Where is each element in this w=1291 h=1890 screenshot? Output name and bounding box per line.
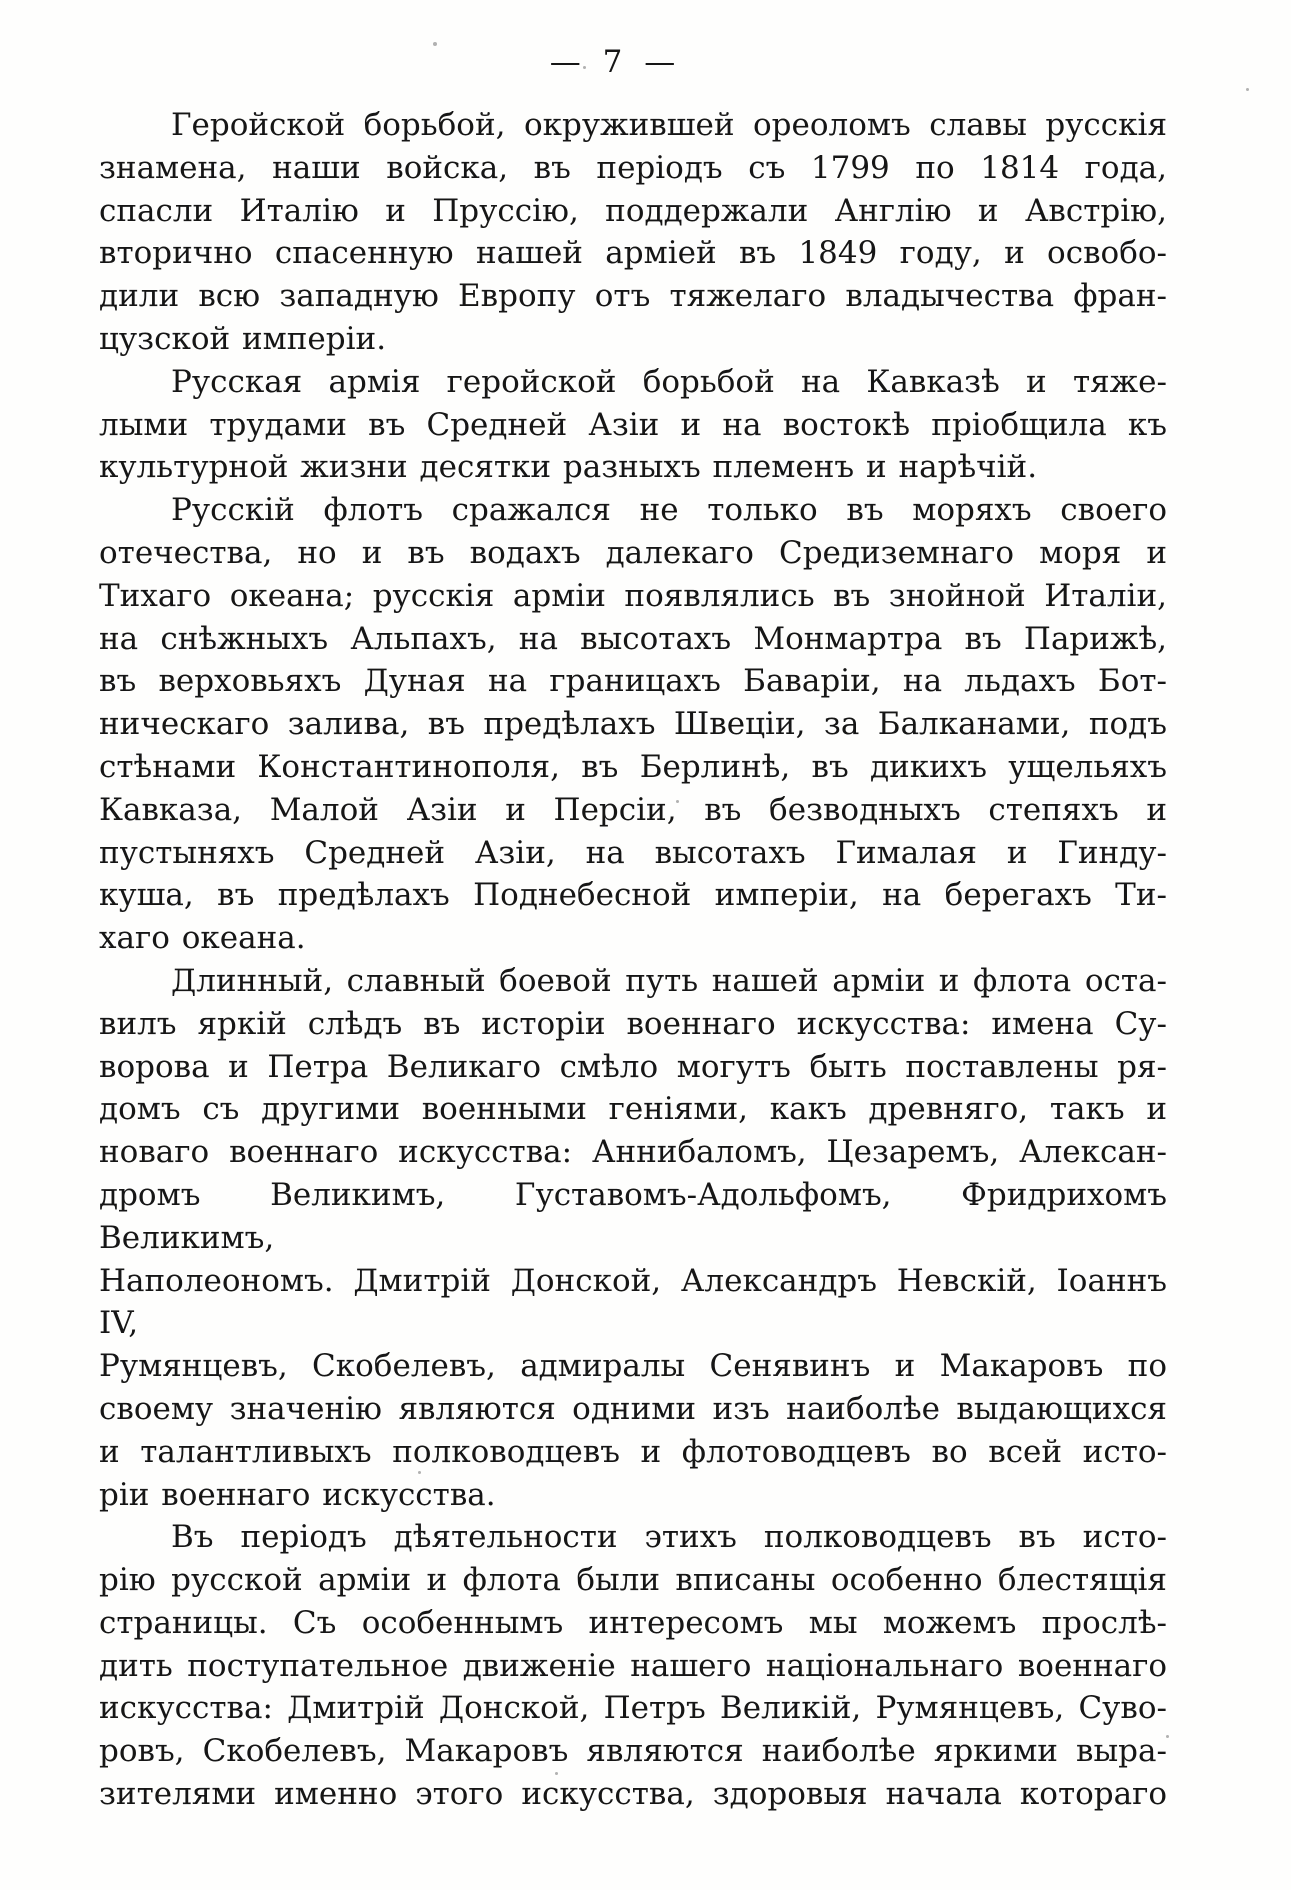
- text-line: страницы. Съ особеннымъ интересомъ мы можемъ прослѣ-: [99, 1604, 1167, 1641]
- text-line: и талантливыхъ полководцевъ и флотоводцевъ во всей исто-: [99, 1433, 1167, 1470]
- text-line: Тихаго океана; русскія арміи появлялись въ знойной Италіи,: [99, 577, 1167, 614]
- text-line: спасли Италію и Пруссію, поддержали Англію и Австрію,: [99, 192, 1167, 229]
- text-line: вилъ яркій слѣдъ въ исторіи военнаго искусства: имена Су-: [99, 1005, 1167, 1042]
- text-line: Въ періодъ дѣятельности этихъ полководцевъ въ исто-: [171, 1519, 1167, 1556]
- text-line: знамена, наши войска, въ періодъ съ 1799 по 1814 года,: [99, 149, 1167, 186]
- text-line: стѣнами Константинополя, въ Берлинѣ, въ дикихъ ущельяхъ: [99, 748, 1167, 785]
- text-line: въ верховьяхъ Дуная на границахъ Баваріи, на льдахъ Бот-: [99, 663, 1167, 700]
- paragraph-4: [99, 960, 1167, 1516]
- text-line: куша, въ предѣлахъ Поднебесной имперіи, на берегахъ Ти-: [99, 877, 1167, 914]
- text-line: Румянцевъ, Скобелевъ, адмиралы Сенявинъ и Макаровъ по: [99, 1348, 1167, 1385]
- scan-speckle: [1166, 1735, 1169, 1738]
- text-line: Русская армія геройской борьбой на Кавказѣ и тяже-: [171, 363, 1167, 400]
- text-line: домъ съ другими военными геніями, какъ древняго, такъ и: [99, 1091, 1167, 1128]
- text-line: дромъ Великимъ, Густавомъ-Адольфомъ, Фридрихомъ Великимъ,: [99, 1176, 1167, 1256]
- text-line: Кавказа, Малой Азіи и Персіи, въ безводныхъ степяхъ и: [99, 791, 1167, 828]
- text-line: ворова и Петра Великаго смѣло могутъ быть поставлены ря-: [99, 1048, 1167, 1085]
- scan-speckle: [676, 800, 679, 803]
- text-block: [99, 104, 1167, 1816]
- text-line: рію русской арміи и флота были вписаны особенно блестящія: [99, 1562, 1167, 1599]
- text-line: пустыняхъ Средней Азіи, на высотахъ Гималая и Гинду-: [99, 834, 1167, 871]
- paragraph-1: [99, 104, 1167, 361]
- scan-speckle: [1246, 88, 1249, 91]
- text-line: ріи военнаго искусства.: [99, 1476, 496, 1513]
- text-line: Геройской борьбой, окружившей ореоломъ славы русскія: [171, 107, 1167, 143]
- text-line: дить поступательное движеніе нашего національнаго военнаго: [99, 1647, 1167, 1684]
- text-line: ническаго залива, въ предѣлахъ Швеціи, за Балканами, подъ: [99, 706, 1167, 743]
- text-line: своему значенію являются одними изъ наиболѣе выдающихся: [99, 1390, 1167, 1427]
- text-line: на снѣжныхъ Альпахъ, на высотахъ Монмартра въ Парижѣ,: [99, 620, 1167, 657]
- text-line: лыми трудами въ Средней Азіи и на востокѣ пріобщила къ: [99, 406, 1167, 443]
- text-line: вторично спасенную нашей арміей въ 1849 году, и освобо-: [99, 235, 1167, 272]
- text-line: зителями именно этого искусства, здоровыя начала котораго: [99, 1776, 1167, 1813]
- text-line: Наполеономъ. Дмитрій Донской, Александръ Невскій, Іоаннъ IV,: [99, 1262, 1167, 1342]
- text-line: дили всю западную Европу отъ тяжелаго владычества фран-: [99, 278, 1167, 315]
- scan-speckle: [583, 66, 586, 69]
- text-line: Русскій флотъ сражался не только въ моряхъ своего: [171, 492, 1167, 529]
- text-line: отечества, но и въ водахъ далекаго Средиземнаго моря и: [99, 534, 1167, 571]
- text-line: искусства: Дмитрій Донской, Петръ Великій, Румянцевъ, Суво-: [99, 1690, 1167, 1727]
- paragraph-3: [99, 489, 1167, 960]
- scan-speckle: [433, 42, 437, 46]
- page-number: — 7 —: [549, 44, 682, 80]
- text-line: ровъ, Скобелевъ, Макаровъ являются наиболѣе яркими выра-: [99, 1733, 1167, 1770]
- scan-speckle: [418, 1471, 421, 1474]
- paragraph-5: [99, 1516, 1167, 1816]
- text-line: Длинный, славный боевой путь нашей арміи и флота оста-: [171, 962, 1167, 999]
- paragraph-2: [99, 361, 1167, 489]
- text-line: хаго океана.: [99, 920, 306, 957]
- text-line: новаго военнаго искусства: Аннибаломъ, Цезаремъ, Алексан-: [99, 1134, 1167, 1171]
- text-line: цузской имперіи.: [99, 320, 387, 357]
- scan-speckle: [555, 1772, 558, 1775]
- text-line: культурной жизни десятки разныхъ племенъ и нарѣчій.: [99, 449, 1038, 486]
